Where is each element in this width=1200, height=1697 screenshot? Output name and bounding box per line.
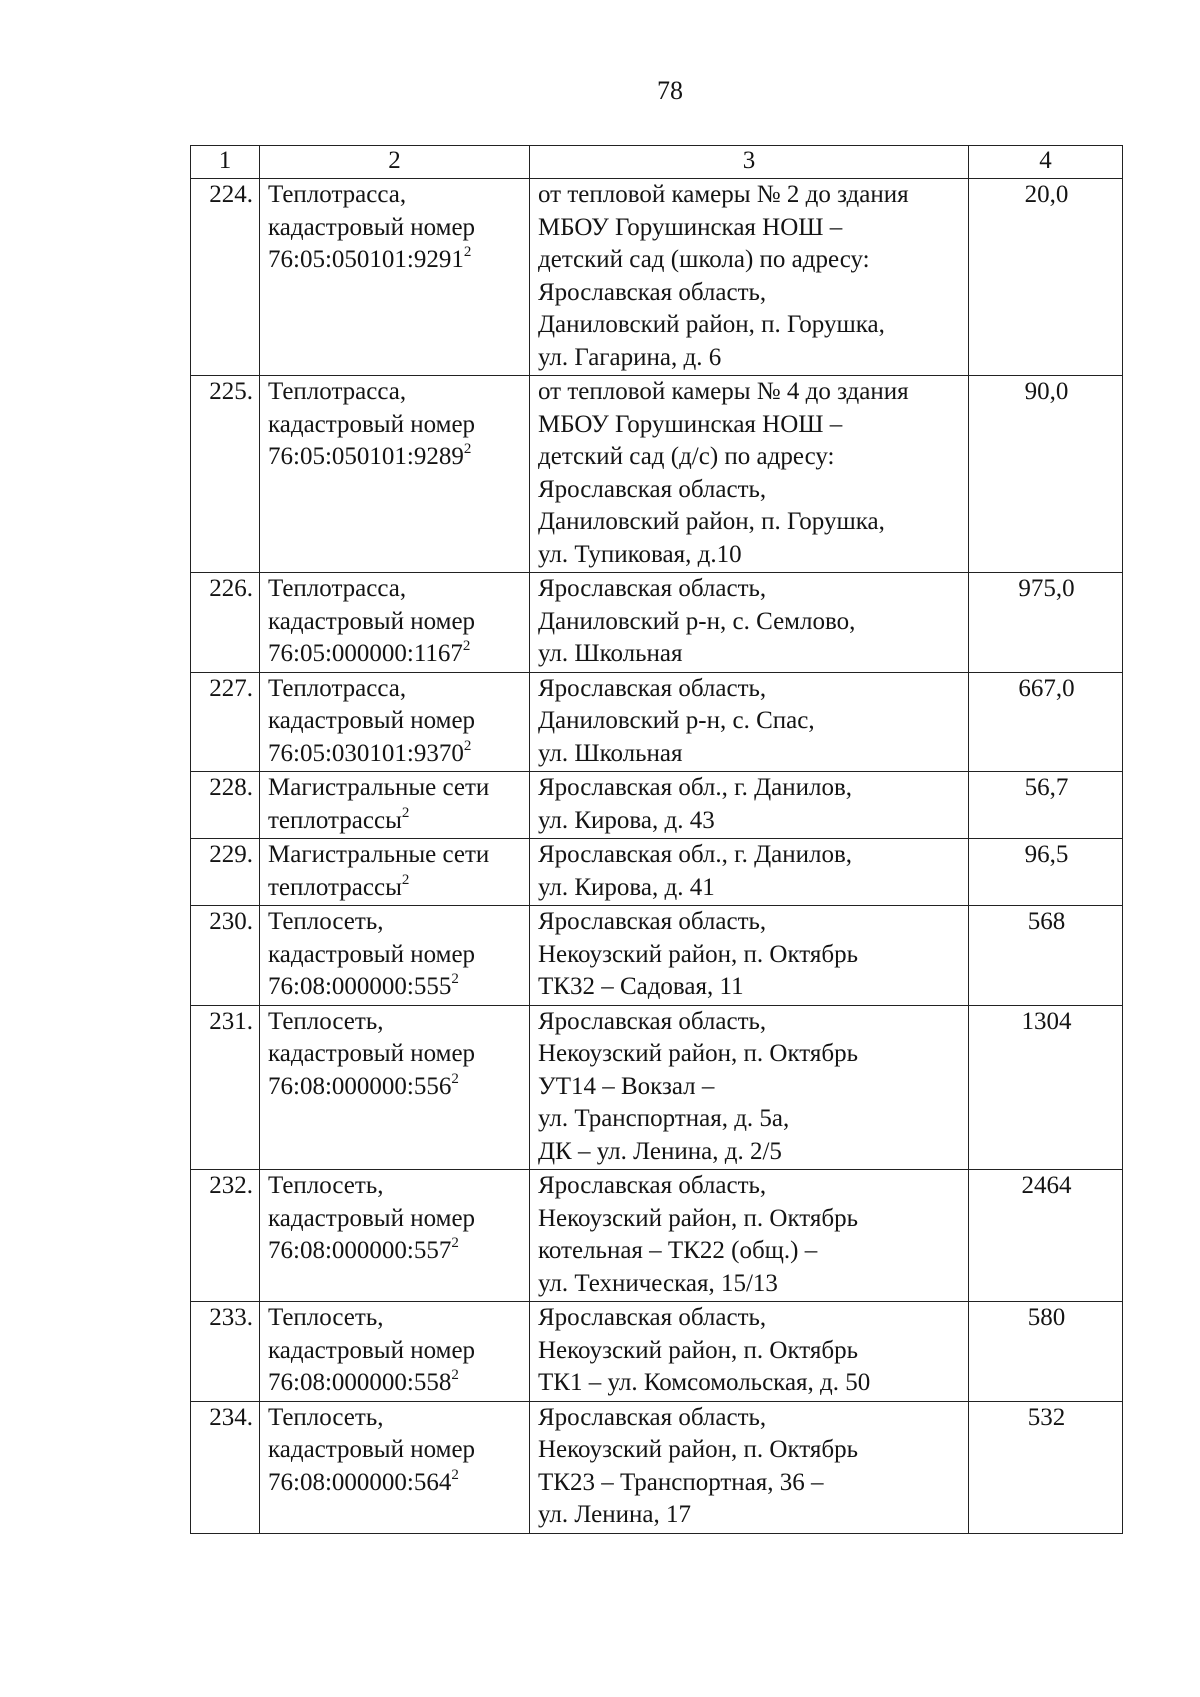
footnote-marker: 2 bbox=[463, 737, 472, 754]
object-value bbox=[969, 179, 1123, 376]
table-row bbox=[191, 772, 1123, 839]
object-name-text: Теплотрасса, кадастровый номер 76:05:050101:9291 bbox=[268, 181, 476, 273]
object-value-text: 580 bbox=[1027, 1304, 1066, 1331]
row-number bbox=[191, 573, 260, 673]
object-value-text: 568 bbox=[1027, 908, 1066, 935]
object-name bbox=[260, 573, 530, 673]
object-value-text: 532 bbox=[1027, 1403, 1066, 1431]
object-name bbox=[260, 839, 530, 906]
row-number-text: 226. bbox=[209, 575, 253, 602]
row-number bbox=[191, 1302, 260, 1402]
object-name-text: Теплосеть, кадастровый номер 76:08:000000:564 bbox=[268, 1403, 476, 1496]
object-address-text: от тепловой камеры № 2 до здания МБОУ Горушинская НОШ – детский сад (школа) по адресу: Ярославская область, Даниловский район, п. Горушка, ул. Гагарина, д. 6 bbox=[538, 181, 909, 371]
object-address bbox=[530, 1401, 969, 1533]
object-value bbox=[969, 772, 1123, 839]
assets-table bbox=[190, 145, 1123, 1534]
column-header: 2 bbox=[260, 146, 530, 179]
row-number bbox=[191, 1170, 260, 1302]
table-row bbox=[191, 1005, 1123, 1170]
object-address-text: Ярославская область, Некоузский район, п. Октябрь ТК32 – Садовая, 11 bbox=[538, 908, 859, 1000]
footnote-marker: 2 bbox=[451, 1235, 459, 1251]
row-number bbox=[191, 772, 260, 839]
object-name-text: Теплосеть, кадастровый номер 76:08:000000:556 bbox=[268, 1007, 476, 1100]
column-header: 4 bbox=[969, 146, 1123, 179]
object-name-text: Теплосеть, кадастровый номер 76:08:000000:558 bbox=[268, 1304, 476, 1396]
table-row bbox=[191, 839, 1123, 906]
object-name bbox=[260, 376, 530, 573]
object-name-text: Магистральные сети теплотрассы bbox=[268, 774, 490, 834]
object-address-text: Ярославская область, Даниловский р-н, с. Спас, ул. Школьная bbox=[538, 674, 815, 767]
footnote-marker: 2 bbox=[462, 638, 471, 654]
footnote-marker: 2 bbox=[451, 1070, 459, 1087]
object-value bbox=[969, 376, 1123, 573]
object-address-text: от тепловой камеры № 4 до здания МБОУ Горушинская НОШ – детский сад (д/с) по адресу: Ярославская область, Даниловский район, п. Горушка, ул. Тупиковая, д.10 bbox=[538, 378, 909, 568]
row-number-text: 225. bbox=[209, 378, 253, 405]
object-name-text: Теплотрасса, кадастровый номер 76:05:000000:1167 bbox=[268, 575, 476, 667]
table-row bbox=[191, 672, 1123, 772]
object-name-text: Магистральные сети теплотрассы bbox=[268, 841, 490, 901]
object-address bbox=[530, 179, 969, 376]
row-number bbox=[191, 906, 260, 1006]
footnote-marker: 2 bbox=[463, 441, 472, 457]
footnote-marker: 2 bbox=[451, 1367, 459, 1383]
row-number-text: 227. bbox=[209, 674, 253, 702]
row-number-text: 234. bbox=[209, 1403, 253, 1431]
object-value-text: 56,7 bbox=[1024, 774, 1069, 801]
table-row bbox=[191, 1170, 1123, 1302]
header-row bbox=[191, 146, 1123, 179]
table-row bbox=[191, 376, 1123, 573]
object-value-text: 975,0 bbox=[1018, 575, 1075, 602]
object-value-text: 2464 bbox=[1021, 1172, 1072, 1199]
object-address bbox=[530, 573, 969, 673]
footnote-marker: 2 bbox=[401, 871, 410, 888]
object-value bbox=[969, 839, 1123, 906]
object-address-text: Ярославская область, Некоузский район, п. Октябрь ТК23 – Транспортная, 36 – ул. Ленина, 17 bbox=[538, 1403, 859, 1528]
row-number-text: 229. bbox=[209, 841, 253, 868]
object-value-text: 20,0 bbox=[1024, 181, 1069, 208]
object-address bbox=[530, 376, 969, 573]
table-row bbox=[191, 573, 1123, 673]
column-header: 3 bbox=[530, 146, 969, 179]
table-row bbox=[191, 906, 1123, 1006]
row-number-text: 228. bbox=[209, 774, 253, 801]
page-number: 78 bbox=[657, 76, 683, 105]
row-number bbox=[191, 672, 260, 772]
object-value bbox=[969, 1302, 1123, 1402]
table-body bbox=[191, 179, 1123, 1534]
object-address bbox=[530, 772, 969, 839]
column-header: 1 bbox=[191, 146, 260, 179]
footnote-marker: 2 bbox=[463, 244, 472, 260]
object-name-text: Теплотрасса, кадастровый номер 76:05:050101:9289 bbox=[268, 378, 476, 470]
row-number bbox=[191, 1401, 260, 1533]
object-name bbox=[260, 906, 530, 1006]
object-name bbox=[260, 1170, 530, 1302]
object-address bbox=[530, 1005, 969, 1170]
row-number bbox=[191, 1005, 260, 1170]
object-name bbox=[260, 179, 530, 376]
row-number bbox=[191, 179, 260, 376]
object-value bbox=[969, 1401, 1123, 1533]
object-name bbox=[260, 1302, 530, 1402]
row-number-text: 224. bbox=[209, 181, 253, 208]
row-number bbox=[191, 839, 260, 906]
table-row bbox=[191, 179, 1123, 376]
object-value bbox=[969, 906, 1123, 1006]
object-address bbox=[530, 906, 969, 1006]
row-number-text: 232. bbox=[209, 1172, 253, 1199]
object-value bbox=[969, 573, 1123, 673]
object-value-text: 667,0 bbox=[1018, 674, 1075, 702]
object-name-text: Теплосеть, кадастровый номер 76:08:000000:555 bbox=[268, 908, 476, 1000]
object-address bbox=[530, 839, 969, 906]
object-value-text: 96,5 bbox=[1024, 841, 1069, 868]
object-address-text: Ярославская область, Даниловский р-н, с. Семлово, ул. Школьная bbox=[538, 575, 856, 667]
object-address-text: Ярославская область, Некоузский район, п. Октябрь УТ14 – Вокзал – ул. Транспортная, д. 5а, ДК – ул. Ленина, д. 2/5 bbox=[538, 1007, 859, 1165]
footnote-marker: 2 bbox=[451, 971, 459, 987]
object-name bbox=[260, 1005, 530, 1170]
object-value-text: 1304 bbox=[1021, 1007, 1072, 1035]
object-name-text: Теплосеть, кадастровый номер 76:08:000000:557 bbox=[268, 1172, 476, 1264]
object-address-text: Ярославская обл., г. Данилов, ул. Кирова, д. 41 bbox=[538, 841, 853, 901]
object-address bbox=[530, 1170, 969, 1302]
object-name bbox=[260, 672, 530, 772]
object-address-text: Ярославская область, Некоузский район, п. Октябрь котельная – ТК22 (общ.) – ул. Техническая, 15/13 bbox=[538, 1172, 859, 1297]
object-name bbox=[260, 772, 530, 839]
footnote-marker: 2 bbox=[451, 1466, 459, 1483]
object-address-text: Ярославская область, Некоузский район, п. Октябрь ТК1 – ул. Комсомольская, д. 50 bbox=[538, 1304, 871, 1396]
object-address bbox=[530, 672, 969, 772]
object-address bbox=[530, 1302, 969, 1402]
object-name-text: Теплотрасса, кадастровый номер 76:05:030101:9370 bbox=[268, 674, 476, 767]
footnote-marker: 2 bbox=[401, 804, 410, 821]
table-row bbox=[191, 1401, 1123, 1533]
object-value bbox=[969, 672, 1123, 772]
row-number-text: 230. bbox=[209, 908, 253, 935]
object-value bbox=[969, 1170, 1123, 1302]
row-number-text: 233. bbox=[209, 1304, 253, 1331]
object-value bbox=[969, 1005, 1123, 1170]
object-name bbox=[260, 1401, 530, 1533]
row-number-text: 231. bbox=[209, 1007, 253, 1035]
row-number bbox=[191, 376, 260, 573]
table-row bbox=[191, 1302, 1123, 1402]
object-address-text: Ярославская обл., г. Данилов, ул. Кирова, д. 43 bbox=[538, 774, 853, 834]
object-value-text: 90,0 bbox=[1024, 378, 1069, 405]
